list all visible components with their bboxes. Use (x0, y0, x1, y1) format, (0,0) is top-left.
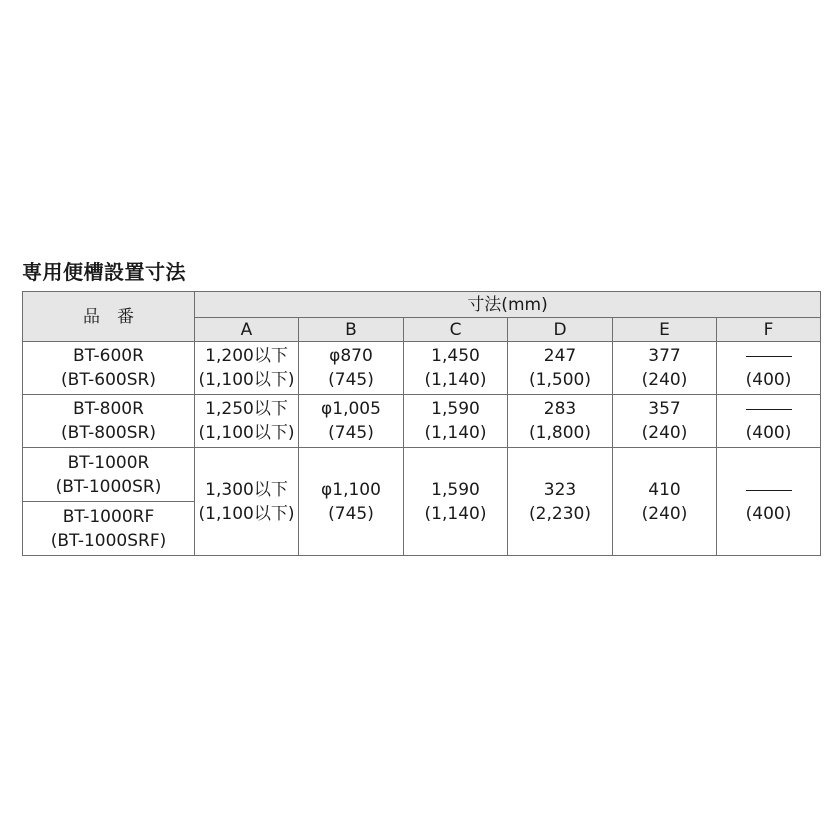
value: φ1,100 (321, 479, 381, 500)
cell-e (613, 342, 717, 395)
value: 377 (648, 346, 681, 366)
model-name: BT-1000RF (62, 506, 155, 527)
model-name: BT-1000R (67, 452, 150, 473)
cell-c (404, 448, 508, 556)
value: 1,590 (431, 399, 480, 419)
cell-c (404, 395, 508, 448)
cell-d (508, 395, 613, 448)
cell-d (508, 342, 613, 395)
value-alt: (240) (641, 370, 688, 390)
cell-b (299, 448, 404, 556)
value: 1,300以下 (205, 479, 288, 500)
value: 283 (543, 399, 577, 419)
value: 410 (648, 479, 681, 500)
column-header-d: D (508, 318, 613, 342)
cell-f (717, 448, 821, 556)
value-alt: (1,140) (424, 503, 487, 524)
value-alt: (1,100以下) (198, 370, 295, 390)
value: φ1,005 (321, 399, 381, 419)
table-row (23, 395, 821, 448)
value: φ870 (329, 346, 373, 366)
cell-c (404, 342, 508, 395)
value-alt: (1,100以下) (198, 503, 295, 524)
model-name-alt: (BT-1000SRF) (50, 530, 167, 551)
value-alt: (2,230) (529, 503, 591, 524)
cell-e (613, 395, 717, 448)
cell-b (299, 395, 404, 448)
value: 1,200以下 (205, 346, 288, 366)
value-alt: (745) (328, 423, 374, 443)
cell-e (613, 448, 717, 556)
dimensions-header: 寸法(mm) (195, 292, 821, 318)
cell-d (508, 448, 613, 556)
cell-a (195, 448, 299, 556)
value-alt: (400) (745, 423, 792, 443)
value: 1,250以下 (205, 399, 288, 419)
value-alt: (1,140) (424, 423, 487, 443)
column-header-f: F (717, 318, 821, 342)
not-applicable-dash (746, 356, 792, 357)
cell-f (717, 395, 821, 448)
installation-dimensions-table (22, 291, 821, 556)
value: 1,590 (431, 479, 480, 500)
product-number-header: 品 番 (23, 292, 195, 342)
model-cell (23, 342, 195, 395)
value: 247 (543, 346, 577, 366)
model-cell (23, 448, 195, 502)
value-alt: (400) (745, 370, 792, 390)
model-cell (23, 395, 195, 448)
column-header-a: A (195, 318, 299, 342)
value-alt: (240) (641, 503, 688, 524)
value-alt: (1,500) (529, 370, 591, 390)
not-applicable-dash (746, 490, 792, 491)
model-cell (23, 502, 195, 556)
model-name: BT-600R (73, 346, 144, 366)
column-header-b: B (299, 318, 404, 342)
value: 357 (648, 399, 681, 419)
model-name: BT-800R (73, 399, 144, 419)
cell-b (299, 342, 404, 395)
value-alt: (1,800) (529, 423, 591, 443)
column-header-e: E (613, 318, 717, 342)
model-name-alt: (BT-1000SR) (55, 476, 162, 497)
table-row (23, 448, 821, 502)
value: 1,450 (431, 346, 480, 366)
model-name-alt: (BT-800SR) (61, 423, 156, 443)
value: 323 (543, 479, 577, 500)
table-title: 専用便槽設置寸法 (22, 260, 186, 284)
value-alt: (745) (328, 370, 374, 390)
column-header-c: C (404, 318, 508, 342)
value-alt: (745) (328, 503, 374, 524)
value-alt: (1,140) (424, 370, 487, 390)
table-row (23, 342, 821, 395)
model-name-alt: (BT-600SR) (61, 370, 156, 390)
not-applicable-dash (746, 409, 792, 410)
cell-a (195, 342, 299, 395)
value-alt: (400) (745, 503, 792, 524)
value-alt: (1,100以下) (198, 423, 295, 443)
cell-a (195, 395, 299, 448)
value-alt: (240) (641, 423, 688, 443)
cell-f (717, 342, 821, 395)
